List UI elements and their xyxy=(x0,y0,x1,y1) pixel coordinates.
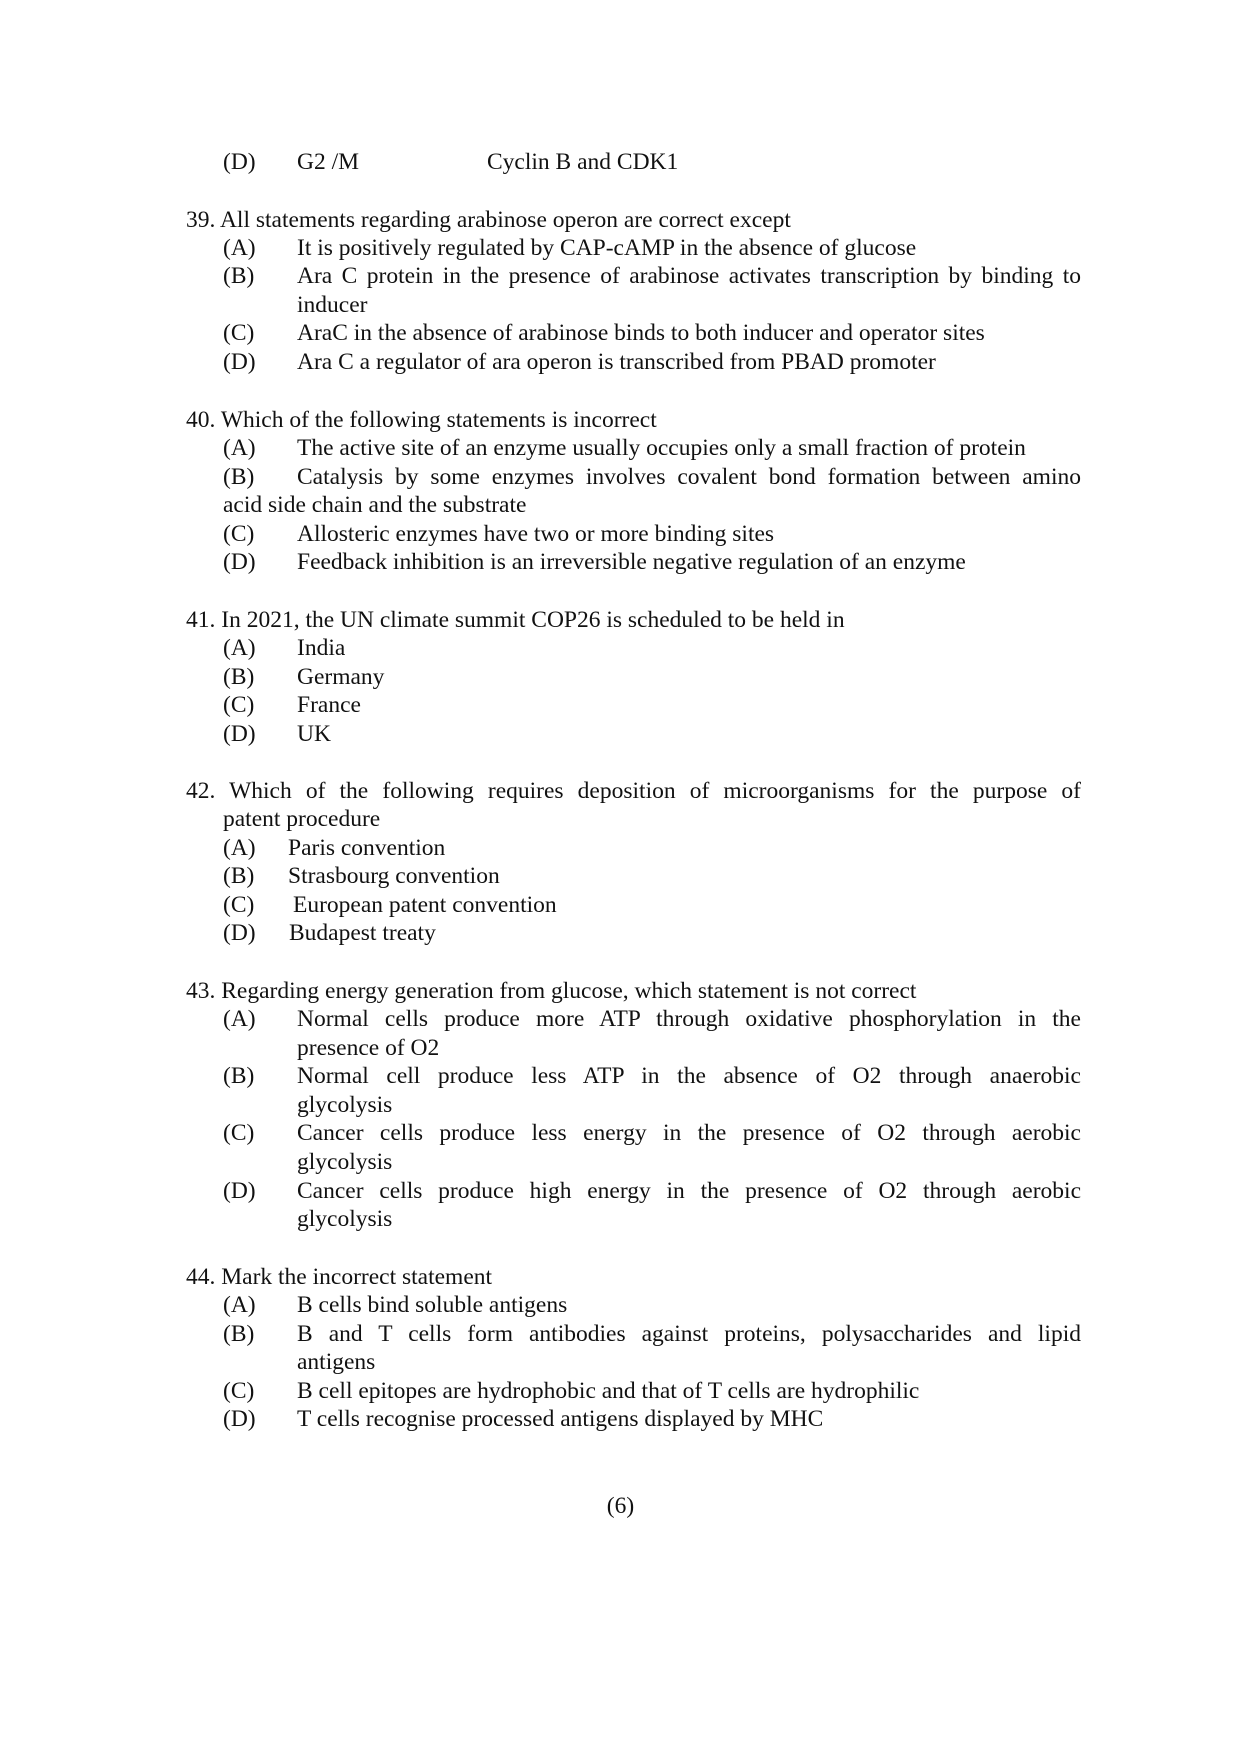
question-stem: 42. Which of the following requires deposition of microorganisms for the purpose of xyxy=(186,778,1081,804)
question-stem: 44. Mark the incorrect statement xyxy=(186,1264,493,1290)
option-text: UK xyxy=(297,721,331,747)
option-text-cont: glycolysis xyxy=(297,1206,393,1232)
option-text-cont: inducer xyxy=(297,292,368,318)
question-stem: 41. In 2021, the UN climate summit COP26 is scheduled to be held in xyxy=(186,607,845,633)
option-text: India xyxy=(297,635,346,661)
option-label: (A) xyxy=(223,1292,256,1318)
option-label: (D) xyxy=(223,920,256,946)
option-text: Cancer cells produce high energy in the presence of O2 through aerobic xyxy=(297,1178,1081,1204)
carryover-cyclin: Cyclin B and CDK1 xyxy=(487,149,679,175)
option-text-cont: antigens xyxy=(297,1349,376,1375)
question-stem-cont: patent procedure xyxy=(223,806,381,832)
option-label: (B) xyxy=(223,863,255,889)
option-label: (A) xyxy=(223,435,256,461)
option-text: B cell epitopes are hydrophobic and that of T cells are hydrophilic xyxy=(297,1378,920,1404)
option-text: The active site of an enzyme usually occupies only a small fraction of protein xyxy=(297,435,1026,461)
option-text: Normal cells produce more ATP through oxidative phosphorylation in the xyxy=(297,1006,1081,1032)
option-label: (D) xyxy=(223,1178,256,1204)
option-label: (B) xyxy=(223,263,255,289)
option-label: (A) xyxy=(223,835,256,861)
option-label: (C) xyxy=(223,692,255,718)
option-text: France xyxy=(297,692,361,718)
option-label: (D) xyxy=(223,149,256,175)
option-text: It is positively regulated by CAP-cAMP in the absence of glucose xyxy=(297,235,917,261)
page-number: (6) xyxy=(606,1493,635,1519)
option-label: (A) xyxy=(223,1006,256,1032)
option-text: Allosteric enzymes have two or more binding sites xyxy=(297,521,775,547)
option-text: Catalysis by some enzymes involves covalent bond formation between amino xyxy=(297,464,1081,490)
question-stem: 39. All statements regarding arabinose operon are correct except xyxy=(186,207,791,233)
carryover-phase: G2 /M xyxy=(297,149,360,175)
option-text-cont: presence of O2 xyxy=(297,1035,440,1061)
option-text: Ara C protein in the presence of arabinose activates transcription by binding to xyxy=(297,263,1081,289)
option-text-cont: glycolysis xyxy=(297,1092,393,1118)
option-text: Ara C a regulator of ara operon is transcribed from PBAD promoter xyxy=(297,349,936,375)
option-label: (B) xyxy=(223,1063,255,1089)
option-label: (D) xyxy=(223,1406,256,1432)
option-text: Feedback inhibition is an irreversible negative regulation of an enzyme xyxy=(297,549,966,575)
option-text: Paris convention xyxy=(288,835,446,861)
option-label: (C) xyxy=(223,320,255,346)
option-text: AraC in the absence of arabinose binds to both inducer and operator sites xyxy=(297,320,985,346)
option-label: (D) xyxy=(223,549,256,575)
option-text-cont: acid side chain and the substrate xyxy=(223,492,527,518)
option-text: T cells recognise processed antigens displayed by MHC xyxy=(297,1406,824,1432)
option-label: (C) xyxy=(223,892,255,918)
option-text: European patent convention xyxy=(293,892,557,918)
option-text: Budapest treaty xyxy=(289,920,436,946)
question-stem: 40. Which of the following statements is incorrect xyxy=(186,407,657,433)
option-label: (D) xyxy=(223,349,256,375)
option-label: (B) xyxy=(223,1321,255,1347)
option-label: (C) xyxy=(223,521,255,547)
option-text: Cancer cells produce less energy in the presence of O2 through aerobic xyxy=(297,1120,1081,1146)
option-text: Strasbourg convention xyxy=(288,863,500,889)
option-label: (A) xyxy=(223,235,256,261)
option-label: (B) xyxy=(223,664,255,690)
option-label: (D) xyxy=(223,721,256,747)
option-label: (C) xyxy=(223,1120,255,1146)
question-stem: 43. Regarding energy generation from glucose, which statement is not correct xyxy=(186,978,917,1004)
option-text: Germany xyxy=(297,664,385,690)
option-text: B and T cells form antibodies against proteins, polysaccharides and lipid xyxy=(297,1321,1081,1347)
option-label: (A) xyxy=(223,635,256,661)
option-label: (B) xyxy=(223,464,255,490)
option-text: B cells bind soluble antigens xyxy=(297,1292,568,1318)
option-label: (C) xyxy=(223,1378,255,1404)
option-text: Normal cell produce less ATP in the absence of O2 through anaerobic xyxy=(297,1063,1081,1089)
option-text-cont: glycolysis xyxy=(297,1149,393,1175)
